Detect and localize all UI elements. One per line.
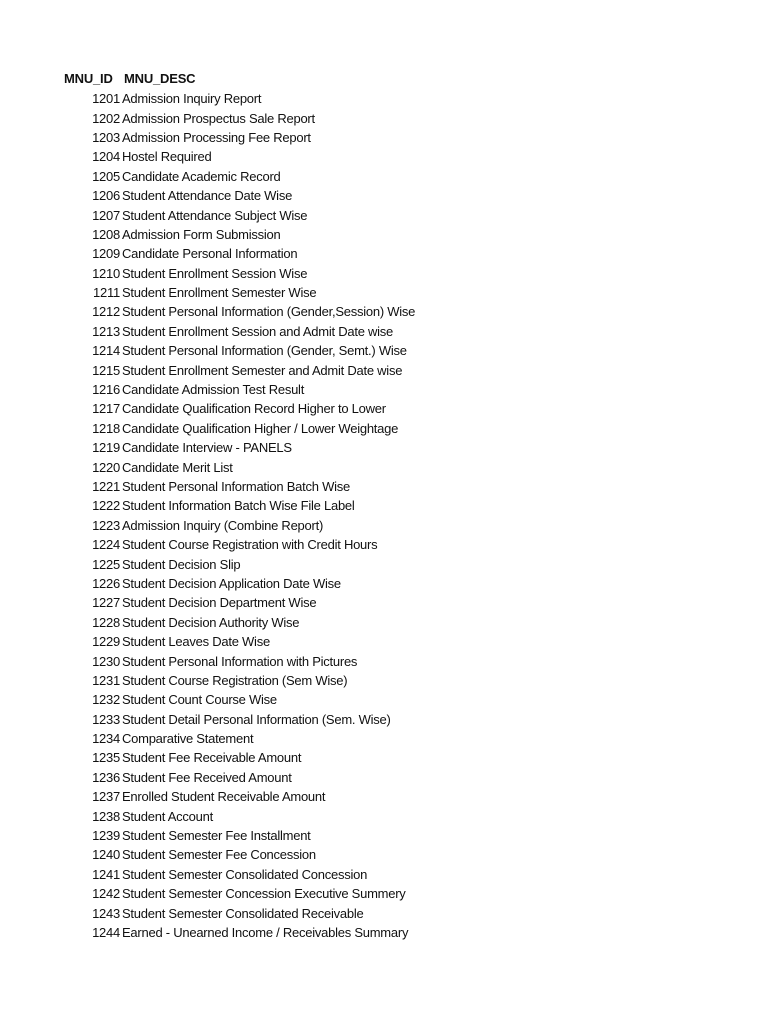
- menu-id-cell: 1207: [92, 207, 120, 223]
- table-row: [0, 186, 768, 205]
- table-row: [0, 167, 768, 186]
- menu-desc-cell: Admission Inquiry (Combine Report): [122, 517, 324, 533]
- menu-id-cell: 1242: [92, 886, 120, 902]
- menu-id-cell: 1239: [92, 828, 120, 844]
- menu-desc-cell: Candidate Qualification Higher / Lower Weightage: [122, 420, 399, 436]
- menu-id-cell: 1217: [92, 401, 120, 417]
- menu-desc-cell: Candidate Qualification Record Higher to Lower: [122, 401, 386, 417]
- menu-id-cell: 1201: [92, 91, 120, 107]
- menu-id-cell: 1243: [92, 905, 120, 921]
- table-row: [0, 457, 768, 476]
- menu-id-cell: 1214: [92, 343, 120, 359]
- table-row: [0, 205, 768, 224]
- menu-desc-cell: Admission Prospectus Sale Report: [122, 110, 315, 126]
- menu-desc-cell: Hostel Required: [122, 149, 212, 165]
- table-row: [0, 128, 768, 147]
- table-row: [0, 360, 768, 379]
- menu-desc-cell: Student Fee Receivable Amount: [122, 750, 302, 766]
- menu-id-cell: 1222: [92, 498, 120, 514]
- menu-id-cell: 1206: [92, 188, 120, 204]
- menu-id-cell: 1241: [92, 866, 120, 882]
- table-row: [0, 787, 768, 806]
- table-row: [0, 264, 768, 283]
- table-row: [0, 341, 768, 360]
- table-row: [0, 399, 768, 418]
- table-row: [0, 651, 768, 670]
- table-row: [0, 147, 768, 166]
- menu-id-cell: 1225: [92, 556, 120, 572]
- menu-desc-cell: Admission Processing Fee Report: [122, 129, 311, 145]
- menu-list: [0, 89, 768, 942]
- menu-desc-cell: Student Enrollment Session and Admit Date wise: [122, 323, 394, 339]
- table-row: [0, 283, 768, 302]
- menu-desc-cell: Student Course Registration with Credit Hours: [122, 537, 378, 553]
- menu-id-cell: 1210: [92, 265, 120, 281]
- menu-id-cell: 1229: [92, 634, 120, 650]
- table-row: [0, 574, 768, 593]
- menu-id-cell: 1221: [92, 479, 120, 494]
- menu-desc-cell: Candidate Admission Test Result: [122, 382, 305, 398]
- menu-desc-cell: Student Detail Personal Information (Sem. Wise): [122, 711, 391, 727]
- menu-id-cell: 1236: [92, 769, 120, 785]
- menu-desc-cell: Student Enrollment Semester and Admit Date wise: [122, 362, 403, 378]
- table-row: [0, 613, 768, 632]
- menu-id-cell: 1205: [92, 168, 120, 184]
- table-row: [0, 225, 768, 244]
- table-row: [0, 244, 768, 263]
- table-row: [0, 884, 768, 903]
- menu-id-cell: 1224: [92, 537, 120, 553]
- menu-desc-cell: Student Semester Consolidated Receivable: [122, 905, 364, 921]
- menu-desc-cell: Student Account: [122, 808, 213, 824]
- menu-desc-cell: Student Leaves Date Wise: [122, 634, 270, 650]
- menu-desc-cell: Student Course Registration (Sem Wise): [122, 672, 348, 688]
- table-row: [0, 845, 768, 864]
- table-row: [0, 89, 768, 108]
- menu-id-cell: 1211: [93, 285, 120, 301]
- menu-id-cell: 1232: [92, 692, 120, 708]
- menu-desc-cell: Candidate Academic Record: [122, 168, 281, 184]
- menu-id-cell: 1235: [92, 750, 120, 766]
- menu-desc-cell: Student Decision Application Date Wise: [122, 575, 341, 591]
- menu-id-cell: 1237: [92, 789, 120, 805]
- table-row: [0, 710, 768, 729]
- menu-desc-cell: Student Personal Information (Gender,Session) Wise: [122, 304, 416, 320]
- menu-report-sheet: [0, 68, 768, 942]
- menu-id-cell: 1208: [92, 226, 120, 242]
- menu-desc-cell: Candidate Merit List: [122, 459, 233, 475]
- table-row: [0, 380, 768, 399]
- table-row: [0, 593, 768, 612]
- table-row: [0, 496, 768, 515]
- table-header: [0, 68, 768, 89]
- menu-desc-cell: Comparative Statement: [122, 731, 254, 747]
- menu-desc-cell: Student Attendance Subject Wise: [122, 207, 308, 223]
- menu-desc-cell: Student Personal Information (Gender, Semt.) Wise: [122, 343, 407, 359]
- menu-desc-cell: Student Enrollment Session Wise: [122, 265, 308, 281]
- table-row: [0, 632, 768, 651]
- menu-desc-cell: Enrolled Student Receivable Amount: [122, 789, 326, 805]
- menu-id-cell: 1234: [92, 731, 120, 747]
- menu-desc-cell: Admission Inquiry Report: [122, 91, 262, 107]
- menu-desc-cell: Admission Form Submission: [122, 226, 281, 242]
- menu-id-cell: 1203: [92, 129, 120, 145]
- menu-desc-cell: Candidate Personal Information: [122, 246, 298, 262]
- menu-id-cell: 1231: [92, 672, 120, 688]
- table-row: [0, 826, 768, 845]
- menu-id-cell: 1230: [92, 653, 120, 669]
- table-row: [0, 108, 768, 127]
- menu-desc-cell: Student Decision Department Wise: [122, 595, 317, 611]
- menu-desc-cell: Student Semester Fee Concession: [122, 847, 316, 863]
- table-row: [0, 748, 768, 767]
- menu-id-cell: 1220: [92, 459, 120, 475]
- menu-id-cell: 1204: [92, 149, 120, 165]
- table-row: [0, 516, 768, 535]
- menu-id-cell: 1228: [92, 614, 120, 630]
- table-row: [0, 477, 768, 496]
- column-header-mnu-id: MNU_ID: [64, 71, 113, 86]
- table-row: [0, 535, 768, 554]
- menu-desc-cell: Candidate Interview - PANELS: [122, 440, 292, 456]
- column-header-mnu-desc: MNU_DESC: [124, 71, 196, 86]
- menu-id-cell: 1216: [92, 382, 120, 398]
- menu-id-cell: 1202: [92, 110, 120, 126]
- menu-id-cell: 1244: [92, 924, 120, 940]
- table-row: [0, 671, 768, 690]
- menu-desc-cell: Student Fee Received Amount: [122, 769, 292, 785]
- menu-id-cell: 1219: [92, 440, 120, 456]
- menu-id-cell: 1240: [92, 847, 120, 863]
- menu-id-cell: 1238: [92, 808, 120, 824]
- table-row: [0, 322, 768, 341]
- menu-id-cell: 1223: [92, 517, 120, 533]
- menu-id-cell: 1227: [92, 595, 120, 611]
- table-row: [0, 438, 768, 457]
- menu-id-cell: 1213: [92, 323, 120, 339]
- menu-desc-cell: Student Semester Concession Executive Summery: [122, 886, 406, 902]
- menu-id-cell: 1215: [92, 362, 120, 378]
- menu-id-cell: 1209: [92, 246, 120, 262]
- menu-desc-cell: Student Decision Slip: [122, 556, 241, 572]
- menu-desc-cell: Student Enrollment Semester Wise: [122, 285, 317, 301]
- menu-desc-cell: Student Decision Authority Wise: [122, 614, 300, 630]
- table-row: [0, 419, 768, 438]
- menu-desc-cell: Student Count Course Wise: [122, 692, 277, 708]
- menu-id-cell: 1212: [92, 304, 120, 320]
- menu-desc-cell: Student Attendance Date Wise: [122, 188, 293, 204]
- menu-id-cell: 1218: [92, 420, 120, 436]
- table-row: [0, 554, 768, 573]
- table-row: [0, 690, 768, 709]
- menu-id-cell: 1226: [92, 575, 120, 591]
- menu-desc-cell: Earned - Unearned Income / Receivables Summary: [122, 924, 409, 940]
- menu-desc-cell: Student Semester Fee Installment: [122, 828, 311, 844]
- table-row: [0, 806, 768, 825]
- menu-desc-cell: Student Personal Information Batch Wise: [122, 479, 350, 494]
- table-row: [0, 923, 768, 942]
- table-row: [0, 302, 768, 321]
- menu-desc-cell: Student Personal Information with Pictures: [122, 653, 358, 669]
- table-row: [0, 768, 768, 787]
- table-row: [0, 865, 768, 884]
- menu-desc-cell: Student Semester Consolidated Concession: [122, 866, 368, 882]
- menu-desc-cell: Student Information Batch Wise File Label: [122, 498, 355, 514]
- table-row: [0, 903, 768, 922]
- menu-id-cell: 1233: [92, 711, 120, 727]
- table-row: [0, 729, 768, 748]
